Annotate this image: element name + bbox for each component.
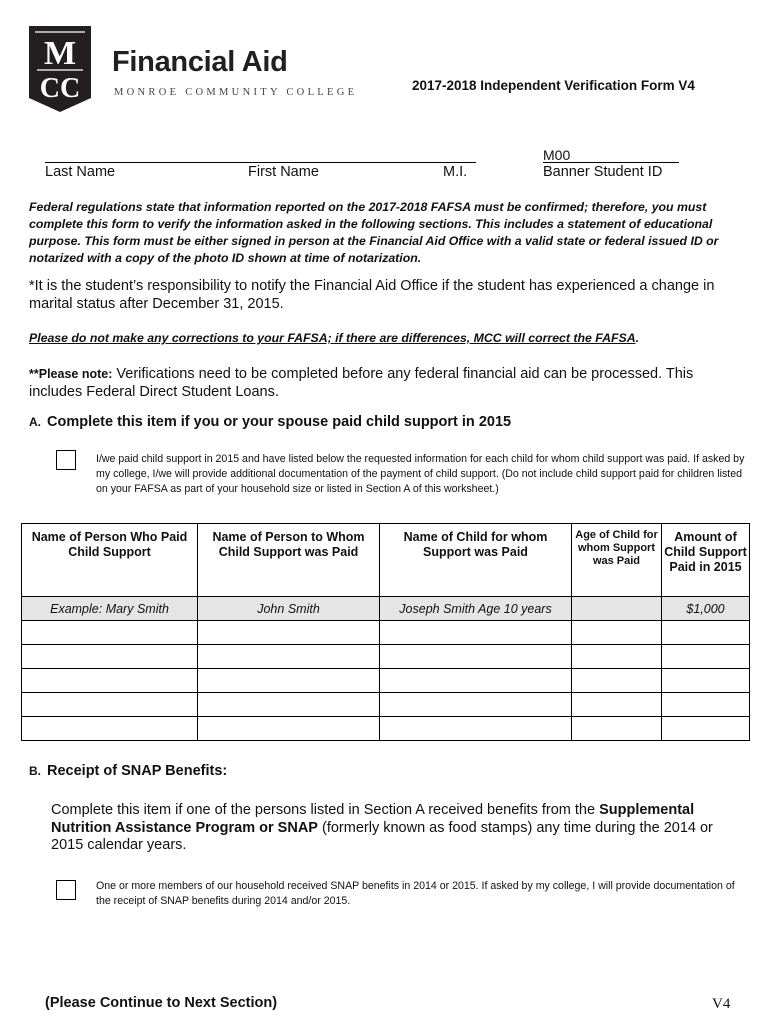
table-cell[interactable] [662, 645, 750, 669]
snap-description [51, 802, 741, 855]
please-note-text: Verifications need to be completed before any federal financial aid can be processed. This includes Federal Direct Student Loans. [29, 366, 694, 400]
section-a-title: Complete this item if you or your spouse paid child support in 2015 [47, 414, 512, 430]
table-cell[interactable] [198, 693, 380, 717]
no-corrections-period: . [635, 331, 639, 345]
table-cell[interactable] [198, 645, 380, 669]
logo-subtitle: MONROE COMMUNITY COLLEGE [114, 87, 358, 98]
table-cell[interactable] [198, 621, 380, 645]
section-a-heading [29, 415, 511, 430]
child-support-checkbox-text: I/we paid child support in 2015 and have listed below the requested information for each child for whom child support was paid. If asked by my college, I/we will provide additional documentation of the payment of child support. (Do not include child support paid for children listed on your FAFSA as part of your household size or listed in Section A of this worksheet.) [96, 453, 745, 495]
table-row [22, 717, 750, 741]
example-amount: $1,000 [662, 597, 750, 621]
mcc-shield-icon [29, 26, 91, 112]
section-b-letter: B. [29, 764, 41, 778]
responsibility-text: *It is the student’s responsibility to notify the Financial Aid Office if the student has experienced a change in marital status after December 31, 2015. [29, 278, 715, 312]
table-cell[interactable] [662, 693, 750, 717]
please-note-label: **Please note: [29, 367, 113, 381]
table-cell[interactable] [380, 669, 572, 693]
table-row [22, 621, 750, 645]
table-cell[interactable] [662, 669, 750, 693]
student-id-line[interactable] [543, 162, 679, 163]
example-payer: Example: Mary Smith [22, 597, 198, 621]
snap-checkbox[interactable] [56, 880, 76, 900]
name-signature-line[interactable] [45, 162, 476, 163]
please-note [29, 365, 749, 401]
col-header-age: Age of Child for whom Support was Paid [572, 524, 662, 597]
col-header-payer: Name of Person Who Paid Child Support [22, 524, 198, 597]
last-name-label: Last Name [45, 164, 116, 180]
section-b-heading [29, 764, 227, 779]
example-payee: John Smith [198, 597, 380, 621]
no-corrections-notice [29, 331, 639, 345]
col-header-payee: Name of Person to Whom Child Support was Paid [198, 524, 380, 597]
table-cell[interactable] [22, 693, 198, 717]
section-b-title: Receipt of SNAP Benefits: [47, 763, 228, 779]
federal-regulations-text: Federal regulations state that information reported on the 2017-2018 FAFSA must be confirmed; therefore, you must complete this form to verify the information asked in the following sections. This includes a statement of educational purpose. This form must be either signed in person at the Financial Aid Office with a valid state or federal issued ID or notarized with a copy of the photo ID shown at time of notarization. [29, 200, 719, 265]
form-title: 2017-2018 Independent Verification Form V4 [412, 78, 695, 93]
example-child: Joseph Smith Age 10 years [380, 597, 572, 621]
table-cell[interactable] [662, 717, 750, 741]
table-row [22, 645, 750, 669]
table-row [22, 693, 750, 717]
student-id-prefix: M00 [543, 147, 571, 163]
child-support-table [21, 523, 750, 741]
col-header-child: Name of Child for whom Support was Paid [380, 524, 572, 597]
example-age [572, 597, 662, 621]
logo-title: Financial Aid [112, 46, 288, 78]
table-header-row [22, 524, 750, 597]
table-cell[interactable] [572, 669, 662, 693]
table-cell[interactable] [380, 717, 572, 741]
table-cell[interactable] [22, 645, 198, 669]
table-row [22, 669, 750, 693]
table-cell[interactable] [380, 621, 572, 645]
no-corrections-text: Please do not make any corrections to your FAFSA; if there are differences, MCC will correct the FAFSA [29, 331, 636, 345]
col-header-amount: Amount of Child Support Paid in 2015 [662, 524, 750, 597]
table-cell[interactable] [22, 669, 198, 693]
mcc-logo [29, 26, 91, 112]
table-cell[interactable] [380, 645, 572, 669]
table-example-row [22, 597, 750, 621]
table-cell[interactable] [572, 693, 662, 717]
snap-body-bold: Supplemental Nutrition Assistance Program or SNAP [51, 802, 695, 836]
table-cell[interactable] [572, 645, 662, 669]
table-cell[interactable] [22, 621, 198, 645]
snap-body-post: (formerly known as food stamps) any time during the 2014 or 2015 calendar years. [51, 819, 713, 853]
logo-letters-bottom: CC [39, 73, 81, 104]
snap-body-pre: Complete this item if one of the persons listed in Section A received benefits from the [51, 802, 600, 818]
table-cell[interactable] [572, 621, 662, 645]
child-support-checkbox[interactable] [56, 450, 76, 470]
page-version: V4 [712, 996, 731, 1012]
continue-notice: (Please Continue to Next Section) [45, 995, 278, 1011]
table-cell[interactable] [662, 621, 750, 645]
table-cell[interactable] [198, 669, 380, 693]
middle-initial-label: M.I. [443, 164, 468, 180]
table-cell[interactable] [380, 693, 572, 717]
banner-id-label: Banner Student ID [543, 164, 663, 180]
first-name-label: First Name [248, 164, 319, 180]
snap-checkbox-text: One or more members of our household received SNAP benefits in 2014 or 2015. If asked by my college, I will provide documentation of the receipt of SNAP benefits during 2014 and/or 2015. [96, 880, 735, 907]
logo-letters-top: M [43, 35, 77, 72]
table-cell[interactable] [572, 717, 662, 741]
section-a-letter: A. [29, 415, 41, 429]
table-cell[interactable] [22, 717, 198, 741]
table-cell[interactable] [198, 717, 380, 741]
